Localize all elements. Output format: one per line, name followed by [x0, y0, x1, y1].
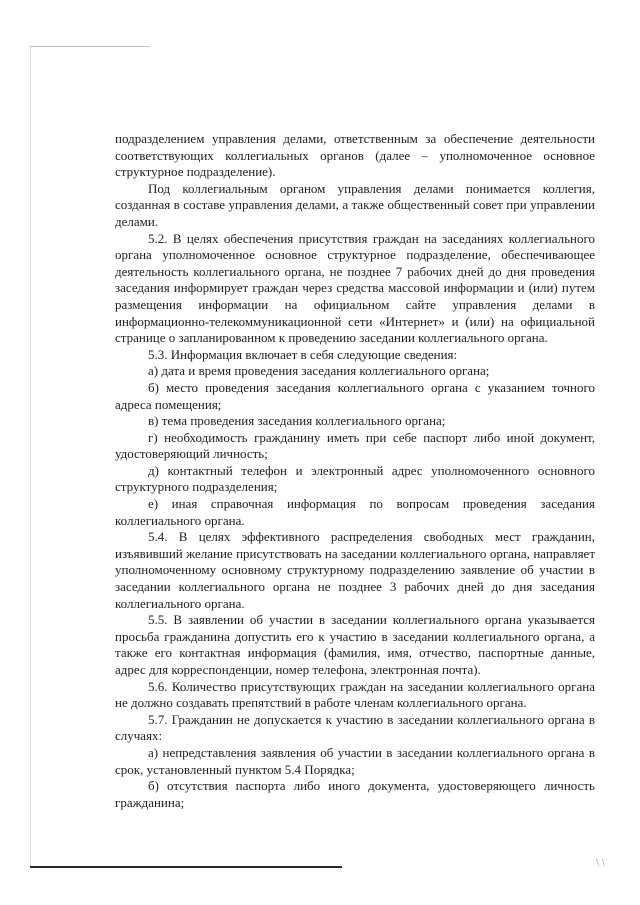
paragraph-continuation: подразделением управления делами, ответственным за обеспечение деятельности соответствующих коллегиальных органов (далее – уполномоченное основное структурное подразделение).: [115, 131, 595, 180]
list-item-5-7-a: а) непредставления заявления об участии в заседании коллегиального органа в срок, установленный пунктом 5.4 Порядка;: [115, 744, 595, 777]
list-item-5-3-e: е) иная справочная информация по вопросам проведения заседания коллегиального органа.: [115, 496, 595, 528]
paragraph-5-7: 5.7. Гражданин не допускается к участию в заседании коллегиального органа в случаях:: [115, 711, 595, 744]
document-body: [115, 131, 595, 811]
list-item-5-3-b: б) место проведения заседания коллегиального органа с указанием точного адреса помещения;: [115, 379, 595, 412]
paragraph-5-3: 5.3. Информация включает в себя следующие сведения:: [148, 346, 458, 362]
list-item-5-7-b: б) отсутствия паспорта либо иного документа, удостоверяющего личность гражданина;: [115, 778, 595, 810]
list-item-5-3-v: в) тема проведения заседания коллегиального органа;: [148, 413, 446, 429]
scan-border-left: [30, 46, 31, 866]
scan-border-bottom: [30, 866, 342, 868]
paragraph-5-5: 5.5. В заявлении об участии в заседании коллегиального органа указывается просьба гражданина допустить его к участию в заседании коллегиального органа, а также его контактная информация (фамилия, имя, отчество, паспортные данные, адрес для корреспонденции, номер телефона, электронная почта).: [115, 612, 595, 677]
scan-border-top: [30, 46, 150, 47]
list-item-5-3-a: а) дата и время проведения заседания коллегиального органа;: [148, 363, 490, 379]
list-item-5-3-g: г) необходимость гражданину иметь при себе паспорт либо иной документ, удостоверяющий личность;: [115, 429, 595, 462]
paragraph-collegial-body-definition: Под коллегиальным органом управления делами понимается коллегия, созданная в составе управления делами, а также общественный совет при управлении делами.: [115, 180, 595, 229]
paragraph-5-6: 5.6. Количество присутствующих граждан на заседании коллегиального органа не должно создавать препятствий в работе членам коллегиального органа.: [115, 678, 595, 711]
list-item-5-3-d: д) контактный телефон и электронный адрес уполномоченного основного структурного подразделения;: [115, 462, 595, 495]
paragraph-5-4: 5.4. В целях эффективного распределения свободных мест гражданин, изъявивший желание присутствовать на заседании коллегиального органа, направляет уполномоченному основному структурному подразделению заявление об участии в заседании коллегиального органа не позднее 3 рабочих дней до дня заседания коллегиального органа.: [115, 529, 595, 611]
paragraph-5-2: 5.2. В целях обеспечения присутствия граждан на заседаниях коллегиального органа уполномоченное основное структурное подразделение, обеспечивающее деятельность коллегиального органа, не позднее 7 рабочих дней до дня проведения заседания информирует граждан через средства массовой информации и (или) путем размещения информации на официальном сайте управления делами в информационно-телекоммуникационной сети «Интернет» и (или) на официальной странице о запланированном к проведению заседании коллегиального органа.: [115, 230, 595, 346]
scan-artifact-mark: \ \: [596, 858, 605, 868]
